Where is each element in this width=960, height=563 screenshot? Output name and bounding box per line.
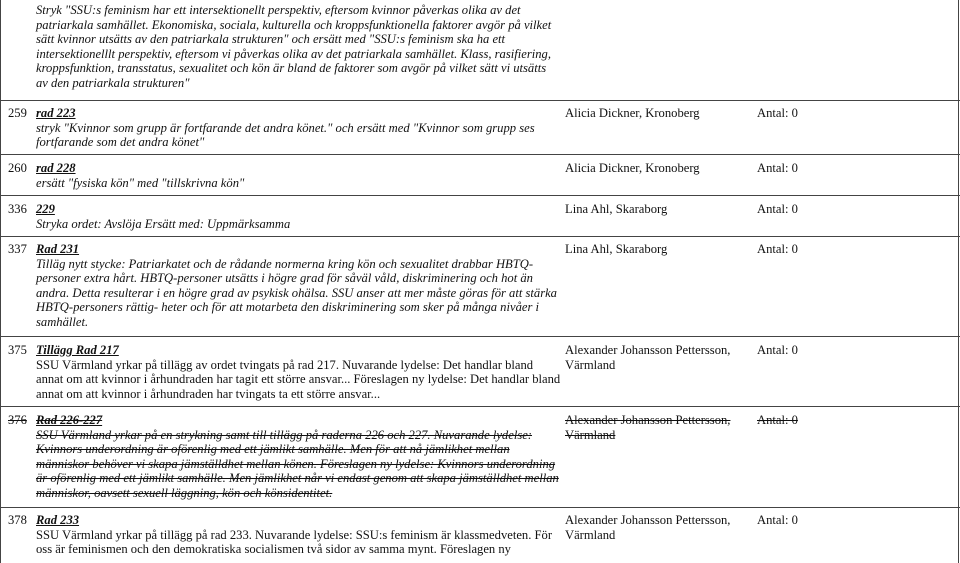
amendment-count: Antal: 0 <box>757 242 798 256</box>
amendment-author: Lina Ahl, Skaraborg <box>565 202 668 216</box>
row-divider <box>0 154 960 155</box>
amendment-count: Antal: 0 <box>757 161 798 175</box>
amendment-body: SSU Värmland yrkar på en strykning samt till tillägg på raderna 226 och 227. Nuvarande lydelse: Kvinnors underordning är oförenlig med ett jämlikt samhälle. Men för att nå jämlikhet mellan människor behöver vi skapa jämställdhet mellan könen. Föreslagen ny lydelse: Kvinnors underordning är oförenlig med ett jämlikt samhälle. Men jämlikhet når vi endast genom att skapa jämställdhet mellan människor, oavsett sexuell läggning, kön och könsidentitet. <box>36 427 559 500</box>
amendment-author: Alicia Dickner, Kronoberg <box>565 161 700 175</box>
amendment-number: 259 <box>8 106 27 120</box>
amendment-author: Alicia Dickner, Kronoberg <box>565 106 700 120</box>
amendment-reference: Rad 233 <box>36 513 80 527</box>
amendment-reference: Rad 226-227 <box>36 413 103 427</box>
amendment-reference: rad 228 <box>36 161 76 175</box>
amendment-count: Antal: 0 <box>757 106 798 120</box>
amendment-description <box>36 242 561 330</box>
row-divider <box>0 100 960 101</box>
intro-text: Stryk "SSU:s feminism har ett intersektionellt perspektiv, eftersom kvinnor påverkas olika av det patriarkala samhället. Ekonomiska, sociala, kulturella och kroppsfunktionella faktorer avgör på vilket sätt kvinnor utsätts av den patriarkala strukturen" och ersätt med "SSU:s feminism ska ha ett intersektionelllt perspektiv, eftersom vi påverkas olika av det patriarkala samhället. Klass, rasifiering, kroppsfunktion, transstatus, sexualitet och kön är bland de faktorer som avgör på vilket sätt vi utsätts av den patriarkala strukturen" <box>36 3 552 90</box>
amendment-count: Antal: 0 <box>757 343 798 357</box>
row-divider <box>0 507 960 508</box>
amendment-description <box>36 202 561 231</box>
row-divider <box>0 336 960 337</box>
amendment-body: SSU Värmland yrkar på tillägg på rad 233. Nuvarande lydelse: SSU:s feminism är klassmedveten. För oss är feminismen och den demokratiska socialismen två sidor av samma mynt. Föreslagen ny <box>36 527 553 557</box>
amendment-body: Tilläg nytt stycke: Patriarkatet och de rådande normerna kring kön och sexualitet drabbar HBTQ-personer extra hårt. HBTQ-personer utsätts i högre grad för såväl våld, diskriminering och hot än andra. Detta resulterar i en högre grad av psykisk ohälsa. SSU anser att mer måste göras för att stärka HBTQ-personers rättig- heter och för att motarbeta den diskriminering som sker på många nivåer i samhället. <box>36 256 557 329</box>
amendment-description <box>36 513 561 557</box>
amendment-number: 375 <box>8 343 27 357</box>
amendment-description <box>36 106 561 150</box>
amendment-reference: Tillägg Rad 217 <box>36 343 119 357</box>
amendment-number: 260 <box>8 161 27 175</box>
amendment-count: Antal: 0 <box>757 513 798 527</box>
amendment-author: Alexander Johansson Pettersson, Värmland <box>565 513 731 542</box>
amendment-body: ersätt "fysiska kön" med "tillskrivna kön" <box>36 175 245 190</box>
amendment-reference: Rad 231 <box>36 242 80 256</box>
amendment-number: 336 <box>8 202 27 216</box>
amendment-reference: rad 223 <box>36 106 76 120</box>
amendment-description <box>36 413 561 501</box>
row-divider <box>0 195 960 196</box>
amendment-author: Lina Ahl, Skaraborg <box>565 242 668 256</box>
left-border <box>0 0 1 563</box>
amendment-body: SSU Värmland yrkar på tillägg av ordet tvingats på rad 217. Nuvarande lydelse: Det handlar bland annat om att kvinnor i århundraden har tagit ett större ansvar... Föreslagen ny lydelse: Det handlar bland annat om att kvinnor i århundraden har tvingats ta ett större ansvar... <box>36 357 561 401</box>
right-border <box>958 0 959 563</box>
amendment-count: Antal: 0 <box>757 413 798 427</box>
row-divider <box>0 236 960 237</box>
amendment-number: 337 <box>8 242 27 256</box>
amendment-author: Alexander Johansson Pettersson, Värmland <box>565 343 731 372</box>
amendment-reference: 229 <box>36 202 55 216</box>
amendment-number: 376 <box>8 413 27 427</box>
amendment-description <box>36 161 561 190</box>
amendment-author: Alexander Johansson Pettersson, Värmland <box>565 413 731 442</box>
amendment-number: 378 <box>8 513 27 527</box>
amendment-body: Stryka ordet: Avslöja Ersätt med: Uppmärksamma <box>36 216 291 231</box>
amendment-description <box>36 343 561 401</box>
amendment-body: stryk "Kvinnor som grupp är fortfarande det andra könet." och ersätt med "Kvinnor som grupp ses fortfarande som det andra könet" <box>36 120 535 150</box>
row-divider <box>0 406 960 407</box>
amendment-count: Antal: 0 <box>757 202 798 216</box>
